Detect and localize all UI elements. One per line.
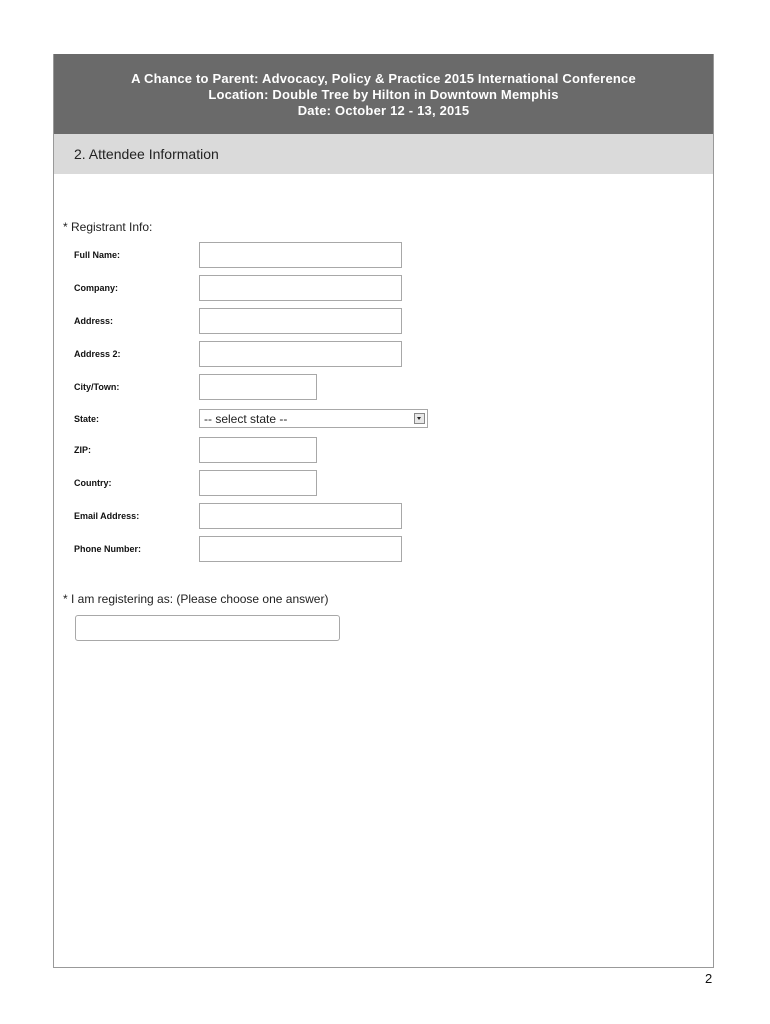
full-name-input[interactable] <box>199 242 402 268</box>
registering-as-select[interactable] <box>75 615 340 641</box>
phone-input[interactable] <box>199 536 402 562</box>
address2-input[interactable] <box>199 341 402 367</box>
registering-as-label: * I am registering as: (Please choose one answer) <box>63 592 329 606</box>
phone-row <box>74 536 402 562</box>
address-label: Address: <box>74 316 114 326</box>
full-name-row <box>74 242 402 268</box>
state-label: State: <box>74 413 100 424</box>
zip-input[interactable] <box>199 437 317 463</box>
address2-label: Address 2: <box>74 349 121 359</box>
company-input[interactable] <box>199 275 402 301</box>
dropdown-arrow-icon[interactable] <box>414 413 425 424</box>
company-row <box>74 275 402 301</box>
address2-row <box>74 341 402 367</box>
full-name-label: Full Name: <box>74 250 121 260</box>
phone-label: Phone Number: <box>74 544 142 554</box>
zip-label: ZIP: <box>74 445 91 455</box>
city-row <box>74 374 317 400</box>
conference-header <box>54 54 713 134</box>
company-label: Company: <box>74 283 119 293</box>
section-title-bar <box>54 134 713 174</box>
state-row <box>74 409 428 428</box>
country-input[interactable] <box>199 470 317 496</box>
state-select-value: -- select state -- <box>204 411 288 426</box>
registrant-info-label: * Registrant Info: <box>63 220 153 234</box>
zip-row <box>74 437 317 463</box>
address-input[interactable] <box>199 308 402 334</box>
conference-date: Date: October 12 - 13, 2015 <box>297 103 470 118</box>
email-label: Email Address: <box>74 511 140 521</box>
country-label: Country: <box>74 478 112 488</box>
email-row <box>74 503 402 529</box>
city-input[interactable] <box>199 374 317 400</box>
conference-title: A Chance to Parent: Advocacy, Policy & Practice 2015 International Conference <box>131 71 636 86</box>
conference-location: Location: Double Tree by Hilton in Downtown Memphis <box>208 87 559 102</box>
page-number: 2 <box>705 971 713 986</box>
email-input[interactable] <box>199 503 402 529</box>
city-label: City/Town: <box>74 382 120 392</box>
survey-frame <box>53 54 714 968</box>
section-title: 2. Attendee Information <box>74 146 219 162</box>
country-row <box>74 470 317 496</box>
address-row <box>74 308 402 334</box>
state-select[interactable] <box>199 409 428 428</box>
